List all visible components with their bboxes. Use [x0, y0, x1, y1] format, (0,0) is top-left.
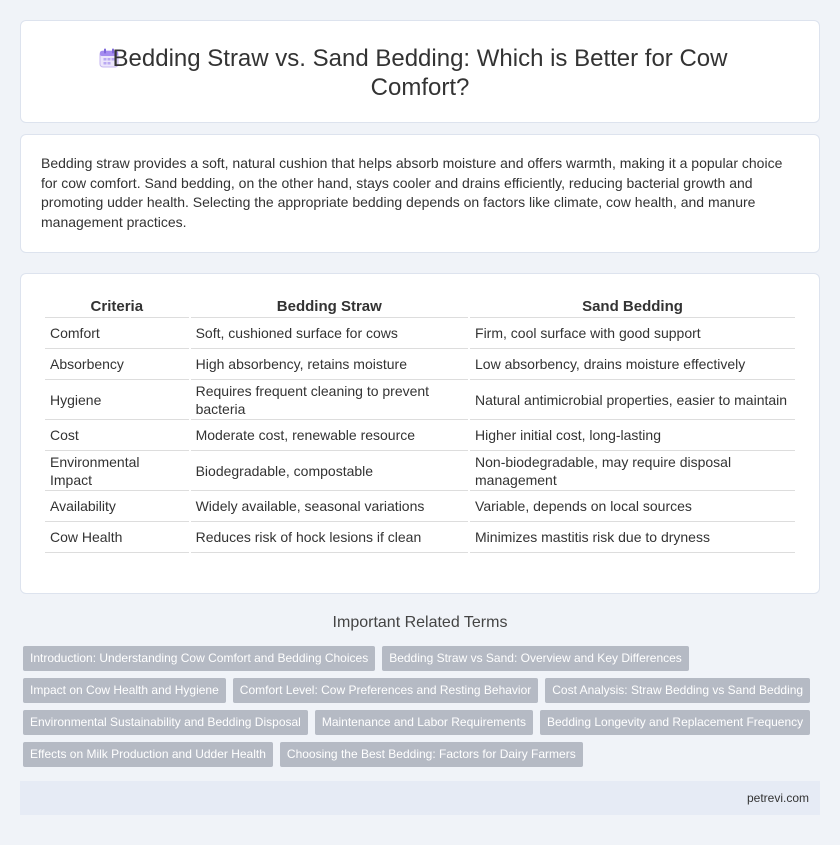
column-header-sand-bedding: Sand Bedding [470, 292, 795, 318]
page-title: Bedding Straw vs. Sand Bedding: Which is Better for Cow Comfort? [112, 45, 728, 101]
criteria-cell: Environmental Impact [45, 451, 189, 491]
table-row [45, 491, 795, 522]
sand-cell: Variable, depends on local sources [470, 491, 795, 522]
criteria-cell: Cow Health [45, 522, 189, 553]
related-term-tag[interactable]: Comfort Level: Cow Preferences and Resting Behavior [233, 678, 538, 703]
table-row [45, 451, 795, 491]
sand-cell: Low absorbency, drains moisture effectively [470, 349, 795, 380]
criteria-cell: Hygiene [45, 380, 189, 420]
straw-cell: Moderate cost, renewable resource [191, 420, 468, 451]
criteria-cell: Cost [45, 420, 189, 451]
related-term-tag[interactable]: Maintenance and Labor Requirements [315, 710, 533, 735]
criteria-cell: Comfort [45, 318, 189, 349]
related-term-tag[interactable]: Bedding Straw vs Sand: Overview and Key Differences [382, 646, 689, 671]
straw-cell: Widely available, seasonal variations [191, 491, 468, 522]
straw-cell: High absorbency, retains moisture [191, 349, 468, 380]
sand-cell: Firm, cool surface with good support [470, 318, 795, 349]
table-row [45, 522, 795, 553]
criteria-cell: Absorbency [45, 349, 189, 380]
table-header-row [45, 292, 795, 318]
header-card [20, 20, 820, 123]
sand-cell: Natural antimicrobial properties, easier to maintain [470, 380, 795, 420]
table-row [45, 380, 795, 420]
sand-cell: Minimizes mastitis risk due to dryness [470, 522, 795, 553]
sand-cell: Higher initial cost, long-lasting [470, 420, 795, 451]
criteria-cell: Availability [45, 491, 189, 522]
column-header-criteria: Criteria [45, 292, 189, 318]
related-terms-title: Important Related Terms [332, 614, 508, 631]
straw-cell: Requires frequent cleaning to prevent bacteria [191, 380, 468, 420]
column-header-bedding-straw: Bedding Straw [191, 292, 468, 318]
related-terms-tags [23, 646, 823, 774]
table-row [45, 349, 795, 380]
footer-site-link[interactable]: petrevi.com [746, 791, 809, 805]
comparison-table [43, 292, 797, 553]
table-row [45, 420, 795, 451]
related-term-tag[interactable]: Choosing the Best Bedding: Factors for Dairy Farmers [280, 742, 583, 767]
sand-cell: Non-biodegradable, may require disposal management [470, 451, 795, 491]
footer [20, 781, 820, 815]
intro-text: Bedding straw provides a soft, natural cushion that helps absorb moisture and offers warmth, making it a popular choice for cow comfort. Sand bedding, on the other hand, stays cooler and drains efficiently, reducing bacterial growth and promoting udder health. Selecting the appropriate bedding depends on factors like climate, cow health, and manure management practices. [41, 155, 783, 230]
comparison-table-card [20, 273, 820, 594]
related-term-tag[interactable]: Bedding Longevity and Replacement Frequency [540, 710, 810, 735]
related-term-tag[interactable]: Effects on Milk Production and Udder Health [23, 742, 273, 767]
straw-cell: Reduces risk of hock lesions if clean [191, 522, 468, 553]
related-term-tag[interactable]: Cost Analysis: Straw Bedding vs Sand Bedding [545, 678, 810, 703]
straw-cell: Soft, cushioned surface for cows [191, 318, 468, 349]
related-term-tag[interactable]: Introduction: Understanding Cow Comfort and Bedding Choices [23, 646, 375, 671]
straw-cell: Biodegradable, compostable [191, 451, 468, 491]
related-term-tag[interactable]: Environmental Sustainability and Bedding Disposal [23, 710, 308, 735]
table-row [45, 318, 795, 349]
intro-card [20, 134, 820, 253]
related-term-tag[interactable]: Impact on Cow Health and Hygiene [23, 678, 226, 703]
